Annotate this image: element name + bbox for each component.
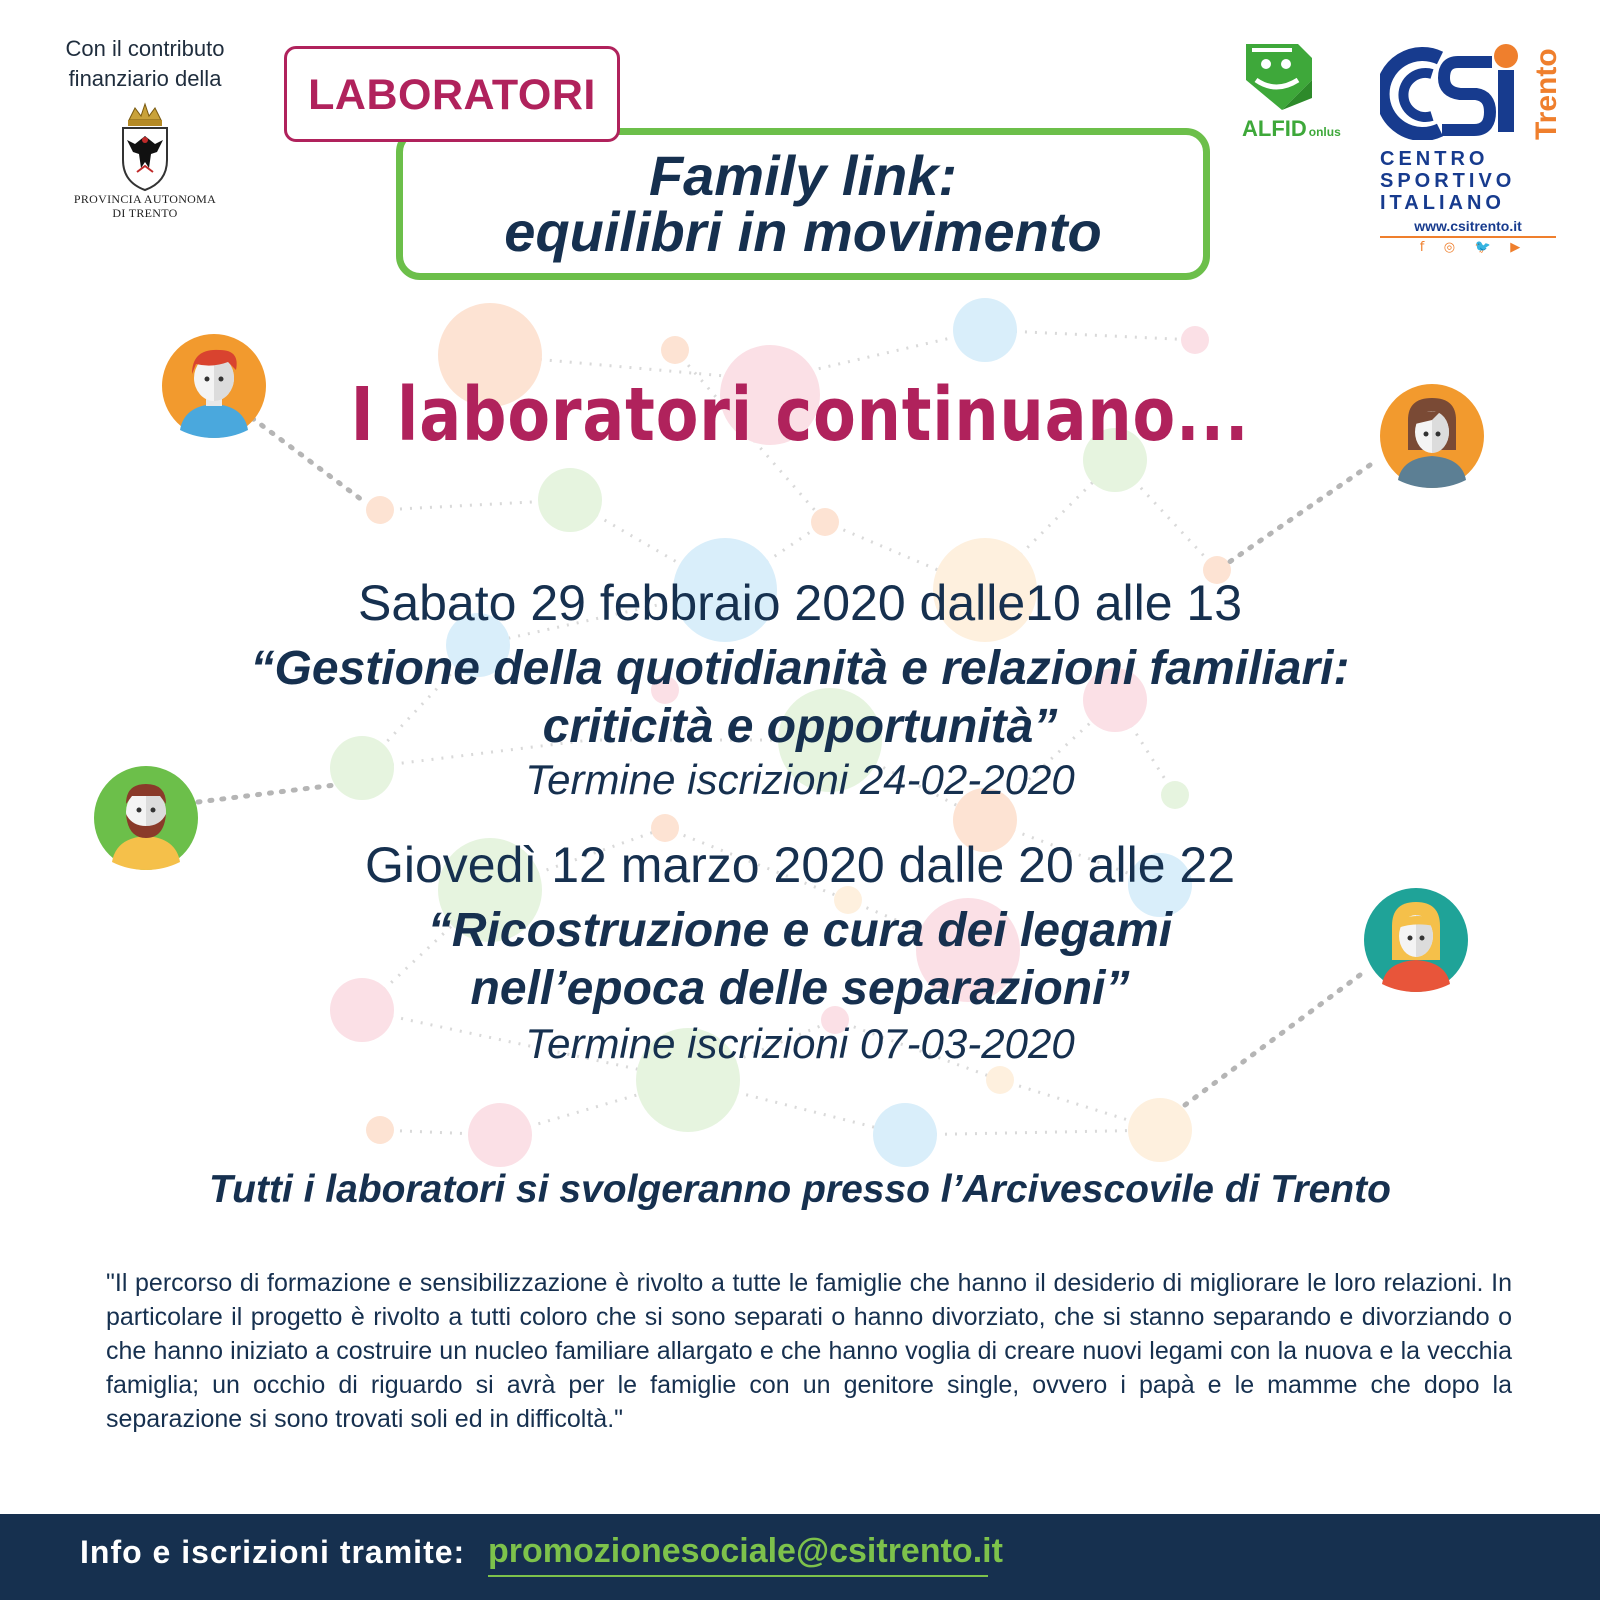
event-1-title-line-2: criticità e opportunità” xyxy=(542,700,1058,753)
csi-word-centro: CENTRO xyxy=(1380,148,1489,170)
event-2-title-line-1: “Ricostruzione e cura dei legami xyxy=(427,904,1173,957)
avatar-woman-brownhair-icon xyxy=(1380,384,1484,488)
funder-block xyxy=(30,34,260,220)
funder-line-1: Con il contributo xyxy=(65,36,225,61)
csi-city-label: Trento xyxy=(1530,48,1563,140)
title-line-2: equilibri in movimento xyxy=(504,200,1102,263)
instagram-icon[interactable]: ◎ xyxy=(1443,240,1456,255)
csi-website-link[interactable]: www.csitrento.it xyxy=(1380,218,1556,238)
csi-word-sportivo: SPORTIVO xyxy=(1380,170,1516,192)
event-2-date: Giovedì 12 marzo 2020 dalle 20 alle 22 xyxy=(364,837,1236,893)
alfid-logo xyxy=(1238,40,1348,146)
csi-social-icons xyxy=(1410,240,1530,255)
csi-logo xyxy=(1380,40,1570,260)
footer-email-link[interactable]: promozionesociale@csitrento.it xyxy=(488,1532,988,1577)
event-2-title-line-2: nell’epoca delle separazioni” xyxy=(470,962,1130,1015)
headline: I laboratori continuano... xyxy=(350,372,1250,458)
event-title-box xyxy=(396,128,1210,280)
avatar-man-redhair-icon xyxy=(162,334,266,438)
venue-note: Tutti i laboratori si svolgeranno presso l’Arcivescovile di Trento xyxy=(209,1168,1391,1211)
youtube-icon[interactable]: ▶ xyxy=(1510,240,1521,255)
province-name-line-1: PROVINCIA AUTONOMA xyxy=(73,192,217,206)
project-description: "Il percorso di formazione e sensibilizzazione è rivolto a tutte le famiglie che hanno il desiderio di migliorare le loro relazioni. In particolare il progetto è rivolto a tutti coloro che si sono separati o hanno divorziato, che si stanno separando e divorziando o che hanno iniziato a costruire un nucleo familiare allargato e che hanno voglia di creare nuovi legami con la nuova e la vecchia famiglia; un occhio di riguardo si avrà per le famiglie con un genitore single, ovvero i papà e le mamme che dopo la separazione si sono trovati soli ed in difficoltà." xyxy=(106,1269,1512,1433)
laboratori-badge-label: LABORATORI xyxy=(308,71,596,119)
event-1-deadline: Termine iscrizioni 24-02-2020 xyxy=(525,756,1075,803)
laboratori-badge xyxy=(284,46,620,142)
alfid-suffix: onlus xyxy=(1308,125,1341,139)
event-1-title-line-1: “Gestione della quotidianità e relazioni familiari: xyxy=(250,642,1350,695)
event-2-deadline: Termine iscrizioni 07-03-2020 xyxy=(525,1020,1075,1067)
csi-mark-icon xyxy=(1380,40,1530,140)
alfid-mark-icon xyxy=(1242,40,1322,114)
avatar-man-beard-icon xyxy=(94,766,198,870)
footer-info-label: Info e iscrizioni tramite: xyxy=(80,1534,466,1570)
alfid-name: ALFID xyxy=(1242,116,1307,141)
csi-word-italiano: ITALIANO xyxy=(1380,192,1505,214)
title-line-1: Family link: xyxy=(648,144,958,207)
alfid-wordmark xyxy=(1242,116,1341,142)
avatar-woman-blonde-icon xyxy=(1364,888,1468,992)
event-1-date: Sabato 29 febbraio 2020 dalle10 alle 13 xyxy=(357,575,1243,631)
funder-line-2: finanziario della xyxy=(68,66,222,91)
province-crest-icon xyxy=(115,102,175,192)
province-name-line-2: DI TRENTO xyxy=(112,206,178,220)
footer-bar xyxy=(0,1514,1600,1600)
twitter-icon[interactable]: 🐦 xyxy=(1474,240,1491,255)
facebook-icon[interactable]: f xyxy=(1419,240,1425,255)
